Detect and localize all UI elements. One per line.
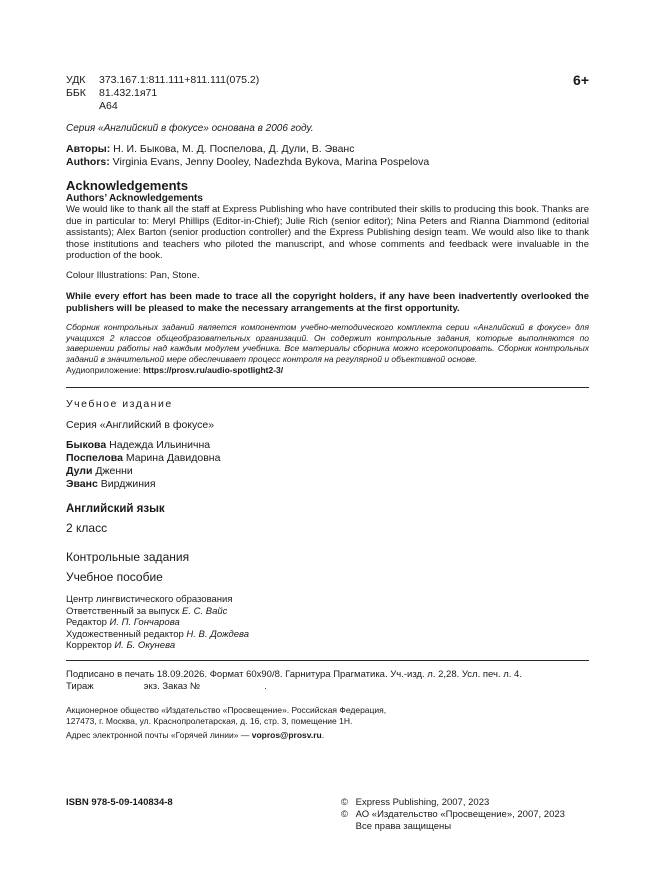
collection-description: Сборник контрольных заданий является компонентом учебно-методического комплекта серии «Английский в фокусе» для учащихся 2 классов общеобразовательных организаций. Он содержит контрольные задания, которые выполняются по завершении работы над каждым модулем учебника. Все материалы сборника можно ксерокопировать. Сборник контрольных заданий в значительной мере обеспечивает процесс контроля на регулярной и объективной основе.: [66, 322, 589, 364]
print-data: [66, 669, 522, 693]
copyright-icon: ©: [341, 797, 348, 808]
divider-top: [66, 387, 589, 388]
author-line: [66, 452, 220, 465]
acknowledgements-body: We would like to thank all the staff at Express Publishing who have contributed their skills to producing this book. Thanks are due in particular to: Meryl Phillips (Editor-in-Chief); Julie Rich (senior editor); Nina Peters and Rianna Diammond (editorial assistants); Alex Barton (senior production controller) and the Express Publishing design team. We would also like to thank those institutions and teachers who piloted the manuscript, and whose comments and feedback were invaluable in the production of the book.: [66, 204, 589, 261]
book-kind: Учебное пособие: [66, 570, 163, 584]
print-data-line: Подписано в печать 18.09.2026. Формат 60x90/8. Гарнитура Прагматика. Уч.-изд. л. 2,28. Усл. печ. л. 4.: [66, 669, 522, 680]
author-given-name: Надежда Ильинична: [109, 439, 211, 451]
staff-block: [66, 594, 249, 652]
copyright-line: [341, 797, 565, 809]
copyright-block: [341, 797, 565, 833]
isbn: ISBN 978-5-09-140834-8: [66, 797, 173, 808]
staff-label: Корректор: [66, 640, 112, 651]
author-surname: Быкова: [66, 439, 107, 451]
staff-label: Ответственный за выпуск: [66, 605, 180, 617]
bbk-value: 81.432.1я71: [99, 87, 158, 99]
grade: 2 класс: [66, 521, 108, 535]
author-line: [66, 478, 220, 491]
authors-en: [66, 156, 429, 169]
copyright-line: [341, 821, 565, 833]
copyright-icon: ©: [341, 809, 348, 820]
copyright-text: АО «Издательство «Просвещение», 2007, 2023: [355, 809, 565, 820]
staff-art-editor: [66, 629, 249, 641]
book-type: Контрольные задания: [66, 550, 190, 564]
imprint-page: [66, 0, 589, 892]
authors-en-value: Virginia Evans, Jenny Dooley, Nadezhda Bykova, Marina Pospelova: [112, 156, 430, 168]
authors-ru: [66, 143, 354, 156]
authors-ru-label: Авторы:: [66, 143, 111, 155]
author-given-name: Вирджиния: [100, 478, 156, 490]
author-given-name: Дженни: [95, 465, 133, 477]
staff-label: Редактор: [66, 617, 107, 628]
circulation-label: Тираж: [66, 681, 94, 692]
hotline-label: Адрес электронной почты «Горячей линии» —: [66, 730, 250, 740]
subject-title: Английский язык: [66, 503, 165, 515]
acknowledgements-title: Acknowledgements: [66, 178, 189, 193]
publisher-address: [66, 705, 386, 727]
author-surname: Дули: [66, 465, 93, 477]
staff-person: Е. С. Вайс: [181, 605, 228, 617]
edition-type: Учебное издание: [66, 398, 173, 410]
order-end: .: [264, 681, 267, 692]
staff-person: Н. В. Дождева: [186, 628, 250, 640]
acknowledgements-section: [66, 178, 589, 262]
author-given-name: Марина Давидовна: [125, 452, 221, 464]
staff-label: Художественный редактор: [66, 628, 184, 640]
staff-person: И. П. Гончарова: [109, 617, 180, 628]
author-mark: А64: [99, 100, 118, 112]
author-line: [66, 439, 220, 452]
publisher-line: 127473, г. Москва, ул. Краснопролетарская, д. 16, стр. 3, помещение 1Н.: [66, 716, 353, 726]
divider-middle: [66, 660, 589, 661]
acknowledgements-subtitle: Authors’ Acknowledgements: [66, 193, 203, 204]
audio-label: Аудиоприложение:: [66, 365, 141, 375]
age-rating: 6+: [573, 72, 589, 88]
colour-illustrations: Colour Illustrations: Pan, Stone.: [66, 270, 200, 281]
staff-proofreader: [66, 640, 249, 652]
series-note: Серия «Английский в фокусе» основана в 2006 году.: [66, 123, 314, 134]
copyright-holders-notice: While every effort has been made to trace all the copyright holders, if any have been inadvertently overlooked the publishers will be pleased to make the necessary arrangements at the first opportunity.: [66, 291, 589, 314]
bbk-label: ББК: [66, 87, 86, 99]
copyright-text: Express Publishing, 2007, 2023: [355, 797, 490, 808]
rights-reserved: Все права защищены: [355, 821, 452, 832]
staff-person: И. Б. Окунева: [114, 640, 176, 651]
author-surname: Поспелова: [66, 452, 123, 464]
publisher-line: Акционерное общество «Издательство «Просвещение». Российская Федерация,: [66, 705, 387, 715]
copyright-line: [341, 809, 565, 821]
authors-ru-value: Н. И. Быкова, М. Д. Поспелова, Д. Дули, В. Эванс: [113, 143, 355, 155]
audio-link[interactable]: https://prosv.ru/audio-spotlight2-3/: [143, 365, 284, 375]
udk-label: УДК: [66, 74, 86, 86]
audio-line: [66, 365, 283, 376]
staff-editor: [66, 617, 249, 629]
hotline-end: .: [321, 730, 325, 740]
hotline-email-link[interactable]: vopros@prosv.ru: [251, 730, 322, 740]
udk-line: [66, 74, 259, 87]
series-name: Серия «Английский в фокусе»: [66, 419, 215, 431]
order-label: экз. Заказ №: [143, 681, 201, 692]
circulation-line: [66, 681, 522, 693]
hotline-email-line: [66, 730, 324, 741]
full-authors: [66, 439, 220, 491]
bbk-line: [66, 87, 157, 100]
author-surname: Эванс: [66, 478, 98, 490]
staff-responsible: [66, 606, 249, 618]
authors-en-label: Authors:: [66, 156, 110, 168]
udk-value: 373.167.1:811.111+811.111(075.2): [99, 74, 260, 86]
author-line: [66, 465, 220, 478]
staff-center: Центр лингвистического образования: [66, 594, 233, 605]
